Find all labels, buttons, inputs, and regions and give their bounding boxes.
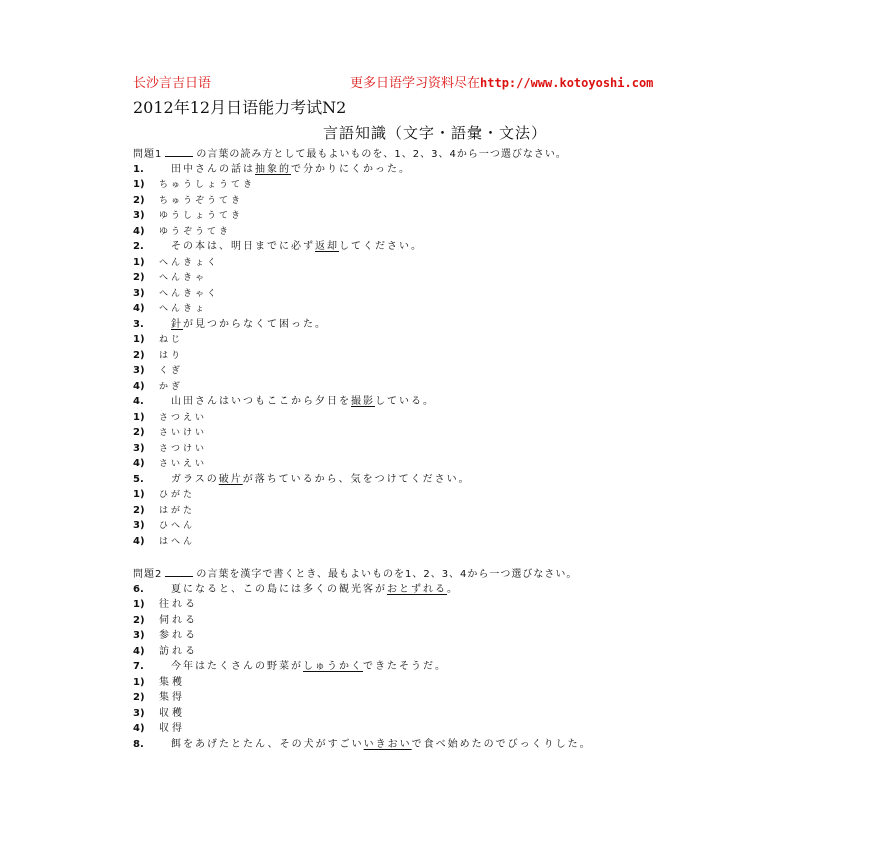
option-text: 参れる (159, 630, 198, 641)
option-text: 収穫 (159, 707, 185, 719)
answer-option[interactable] (133, 270, 753, 286)
question-text-before: 田中さんの話は (171, 163, 255, 175)
answer-option[interactable] (133, 721, 753, 737)
option-text: さいけい (159, 428, 208, 438)
section-gap (133, 549, 753, 566)
question-text-after: が落ちているから、気をつけてください。 (242, 473, 471, 485)
option-text: へんきょく (159, 257, 220, 268)
option-text: さつえい (159, 412, 208, 423)
question-target-word: しゅうかく (303, 661, 363, 672)
question-text (171, 164, 411, 175)
answer-option[interactable] (133, 518, 753, 534)
question-number: 8. (133, 738, 144, 750)
section-prefix: 問題 (133, 569, 155, 580)
question-text-before: 今年はたくさんの野菜が (171, 661, 303, 672)
question-text (171, 661, 447, 672)
question-text (171, 584, 459, 595)
answer-blank (165, 566, 193, 577)
answer-option[interactable] (133, 441, 753, 457)
question-text-after: している。 (375, 396, 435, 407)
question-text (171, 319, 327, 330)
answer-option[interactable] (133, 487, 753, 503)
question-target-word: おとずれる (387, 583, 447, 595)
question-text (171, 241, 423, 252)
option-text: ちゅうぞうてき (159, 195, 244, 206)
option-number: 2) (133, 692, 145, 703)
option-number: 4) (133, 723, 145, 734)
promo-line (350, 72, 653, 91)
section-instruction (133, 146, 753, 162)
question-target-word: いきおい (363, 738, 412, 750)
option-text: 集穫 (159, 676, 185, 688)
question-line (133, 472, 753, 488)
option-number: 3) (133, 365, 145, 376)
option-number: 1) (133, 411, 145, 423)
option-number: 4) (133, 645, 145, 657)
section-prefix: 問題 (133, 149, 155, 160)
question-number: 3. (133, 318, 144, 330)
answer-option[interactable] (133, 348, 753, 364)
question-text-before: その本は、明日までに必ず (171, 241, 315, 252)
question-line (133, 737, 753, 753)
option-number: 4) (133, 225, 145, 237)
section-instruction-text: の言葉を漢字で書くとき、最もよいものを1、2、3、4から一つ選びなさい。 (196, 569, 578, 580)
answer-option[interactable] (133, 332, 753, 348)
option-text: 収得 (159, 723, 185, 734)
option-text: ひへん (159, 521, 196, 531)
answer-option[interactable] (133, 410, 753, 426)
option-number: 2) (133, 194, 145, 206)
section-number: 1 (155, 149, 163, 160)
question-text-before: 山田さんはいつもここから夕日を (171, 396, 351, 407)
question-text-before: 餌をあげたとたん、その犬がすごい (171, 738, 364, 750)
answer-option[interactable] (133, 706, 753, 722)
question-text-after: してください。 (339, 241, 423, 252)
option-text: 集得 (159, 692, 185, 703)
option-number: 4) (133, 380, 145, 392)
exam-content (133, 146, 753, 752)
promo-url[interactable]: http://www.kotoyoshi.com (480, 76, 654, 90)
answer-option[interactable] (133, 613, 753, 629)
question-line (133, 659, 753, 675)
answer-option[interactable] (133, 597, 753, 613)
answer-option[interactable] (133, 456, 753, 472)
option-text: はへん (159, 536, 196, 547)
option-text: 訪れる (159, 645, 198, 657)
option-text: さいえい (159, 459, 208, 469)
question-line (133, 162, 753, 178)
question-target-word: 撮影 (351, 396, 375, 407)
option-number: 2) (133, 504, 145, 516)
option-number: 1) (133, 599, 145, 610)
option-number: 1) (133, 334, 145, 345)
question-line (133, 317, 753, 333)
question-target-word: 返却 (315, 241, 339, 252)
option-number: 1) (133, 256, 145, 268)
answer-option[interactable] (133, 675, 753, 691)
question-number: 1. (133, 163, 144, 175)
question-text-after: 。 (447, 583, 459, 595)
option-number: 2) (133, 349, 145, 361)
answer-option[interactable] (133, 177, 753, 193)
question-target-word: 抽象的 (255, 163, 291, 175)
answer-option[interactable] (133, 425, 753, 441)
question-text-before: ガラスの (171, 473, 219, 485)
option-number: 1) (133, 179, 145, 190)
question-text (171, 739, 592, 750)
option-number: 1) (133, 676, 145, 688)
answer-option[interactable] (133, 193, 753, 209)
question-text-after: が見つからなくて困った。 (183, 318, 327, 330)
option-number: 3) (133, 707, 145, 719)
document-subtitle: 言語知識（文字・語彙・文法） (322, 124, 547, 142)
option-number: 3) (133, 210, 145, 221)
answer-option[interactable] (133, 286, 753, 302)
option-number: 4) (133, 458, 145, 469)
answer-option[interactable] (133, 224, 753, 240)
option-text: ちゅうしょうてき (159, 180, 256, 190)
answer-option[interactable] (133, 690, 753, 706)
option-number: 2) (133, 272, 145, 283)
document-title: 2012年12月日语能力考试N2 (133, 98, 347, 117)
answer-option[interactable] (133, 208, 753, 224)
option-number: 3) (133, 520, 145, 531)
section-number: 2 (155, 569, 163, 580)
option-number: 2) (133, 427, 145, 438)
answer-option[interactable] (133, 644, 753, 660)
option-text: くぎ (159, 366, 184, 376)
option-text: ゆうしょうてき (159, 211, 244, 221)
question-target-word: 針 (171, 318, 183, 330)
option-text: 伺れる (159, 614, 198, 626)
answer-option[interactable] (133, 255, 753, 271)
answer-option[interactable] (133, 628, 753, 644)
option-text: へんきゃく (159, 288, 220, 299)
option-number: 4) (133, 535, 145, 547)
answer-option[interactable] (133, 363, 753, 379)
option-number: 2) (133, 614, 145, 626)
question-line (133, 239, 753, 255)
section-instruction (133, 566, 753, 582)
question-number: 7. (133, 661, 144, 672)
promo-text: 更多日语学习资料尽在 (350, 76, 481, 91)
section-instruction-text: の言葉の読み方として最もよいものを、1、2、3、4から一つ選びなさい。 (196, 149, 567, 160)
option-number: 3) (133, 442, 145, 454)
option-number: 4) (133, 303, 145, 314)
option-number: 1) (133, 489, 145, 500)
question-text (171, 396, 435, 407)
option-number: 3) (133, 287, 145, 299)
option-text: ゆうぞうてき (159, 226, 232, 237)
option-text: かぎ (159, 381, 184, 392)
question-text-after: で分かりにくかった。 (291, 163, 411, 175)
question-number: 6. (133, 583, 144, 595)
question-number: 4. (133, 396, 144, 407)
question-text-before: 夏になると、この島には多くの観光客が (171, 583, 387, 595)
page-header (133, 72, 773, 90)
option-text: はがた (159, 505, 196, 516)
brand-name: 长沙言吉日语 (133, 76, 212, 91)
option-text: 往れる (159, 599, 198, 610)
question-target-word: 破片 (218, 473, 243, 485)
option-text: へんきゃ (159, 273, 208, 283)
answer-option[interactable] (133, 379, 753, 395)
question-line (133, 394, 753, 410)
option-text: ひがた (159, 490, 196, 500)
question-text-after: で食べ始めたのでびっくりした。 (411, 738, 592, 750)
option-text: ねじ (159, 335, 184, 345)
option-text: さつけい (159, 443, 208, 454)
answer-blank (165, 146, 193, 157)
answer-option[interactable] (133, 503, 753, 519)
answer-option[interactable] (133, 534, 753, 550)
question-text (171, 474, 471, 485)
answer-option[interactable] (133, 301, 753, 317)
question-text-after: できたそうだ。 (363, 661, 447, 672)
question-number: 2. (133, 241, 144, 252)
option-text: はり (159, 350, 184, 361)
option-text: へんきょ (159, 304, 208, 314)
option-number: 3) (133, 630, 145, 641)
question-line (133, 582, 753, 598)
question-number: 5. (133, 473, 144, 485)
